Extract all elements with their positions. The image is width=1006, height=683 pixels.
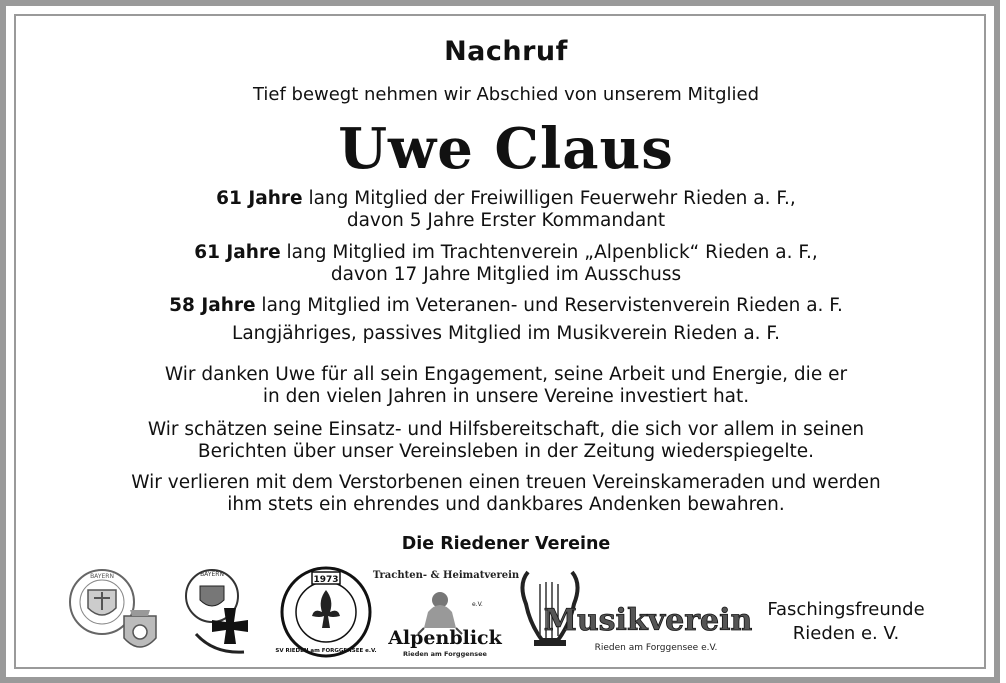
membership-trachtenverein-detail: davon 17 Jahre Mitglied im Ausschuss bbox=[330, 264, 682, 285]
veteranen-logo bbox=[174, 564, 266, 660]
membership-text: lang Mitglied im Trachtenverein „Alpenblick“ Rieden a. F., bbox=[280, 242, 818, 263]
dancing-couple-icon bbox=[372, 562, 520, 662]
paragraph-2-line-2: Berichten über unser Vereinsleben in der Zeitung wiederspiegelte. bbox=[197, 441, 815, 462]
lyre-icon bbox=[514, 564, 753, 660]
fire-brigade-crest-icon bbox=[64, 564, 164, 660]
bottom-text: Rieden am Forggensee bbox=[403, 650, 487, 658]
top-text: Trachten- & Heimatverein bbox=[372, 570, 520, 581]
obituary-title: Nachruf bbox=[444, 36, 568, 67]
faschingsfreunde-line-1: Faschingsfreunde bbox=[767, 599, 925, 620]
paragraph-1-line-2: in den vielen Jahren in unsere Vereine investiert hat. bbox=[262, 386, 750, 407]
membership-feuerwehr bbox=[6, 188, 1006, 210]
years: 61 Jahre bbox=[194, 242, 281, 263]
musikverein-logo bbox=[514, 564, 753, 660]
bottom-text: Rieden am Forggensee e.V. bbox=[594, 643, 718, 653]
ring-text: SV RIEDEN am FORGGENSEE e.V. bbox=[275, 648, 377, 654]
membership-text: lang Mitglied im Veteranen- und Reservistenverein Rieden a. F. bbox=[255, 295, 843, 316]
year-text: 1973 bbox=[313, 575, 339, 585]
paragraph-3-line-1: Wir verlieren mit dem Verstorbenen einen treuen Vereinskameraden und werden bbox=[131, 472, 881, 493]
years: 61 Jahre bbox=[216, 188, 303, 209]
main-text: Alpenblick bbox=[388, 627, 502, 649]
ring-text: BAYERN bbox=[90, 573, 114, 580]
ring-text: BAYERN bbox=[200, 571, 224, 578]
paragraph-1-line-1: Wir danken Uwe für all sein Engagement, seine Arbeit und Energie, die er bbox=[164, 364, 848, 385]
paragraph-2-line-1: Wir schätzen seine Einsatz- und Hilfsbereitschaft, die sich vor allem in seinen bbox=[147, 419, 865, 440]
iron-cross-icon bbox=[174, 564, 266, 660]
years: 58 Jahre bbox=[169, 295, 256, 316]
fleur-de-lis-icon bbox=[275, 564, 377, 660]
trachtenverein-logo bbox=[372, 562, 520, 662]
feuerwehr-logo bbox=[64, 564, 164, 660]
membership-feuerwehr-detail: davon 5 Jahre Erster Kommandant bbox=[346, 210, 666, 231]
deceased-name: Uwe Claus bbox=[338, 116, 674, 182]
membership-veteranen bbox=[6, 295, 1006, 317]
paragraph-3-line-2: ihm stets ein ehrendes und dankbares Andenken bewahren. bbox=[227, 494, 785, 515]
membership-text: lang Mitglied der Freiwilligen Feuerwehr Rieden a. F., bbox=[302, 188, 796, 209]
obituary-subtitle: Tief bewegt nehmen wir Abschied von unserem Mitglied bbox=[252, 84, 760, 105]
schuetzenverein-logo bbox=[275, 564, 377, 660]
membership-musikverein: Langjähriges, passives Mitglied im Musikverein Rieden a. F. bbox=[232, 323, 780, 344]
faschingsfreunde-label bbox=[746, 598, 946, 646]
membership-trachtenverein bbox=[6, 242, 1006, 264]
faschingsfreunde-line-2: Rieden e. V. bbox=[792, 623, 900, 644]
main-text: Musikverein bbox=[543, 603, 753, 638]
ev-text: e.V. bbox=[472, 601, 483, 608]
signature: Die Riedener Vereine bbox=[401, 534, 611, 554]
